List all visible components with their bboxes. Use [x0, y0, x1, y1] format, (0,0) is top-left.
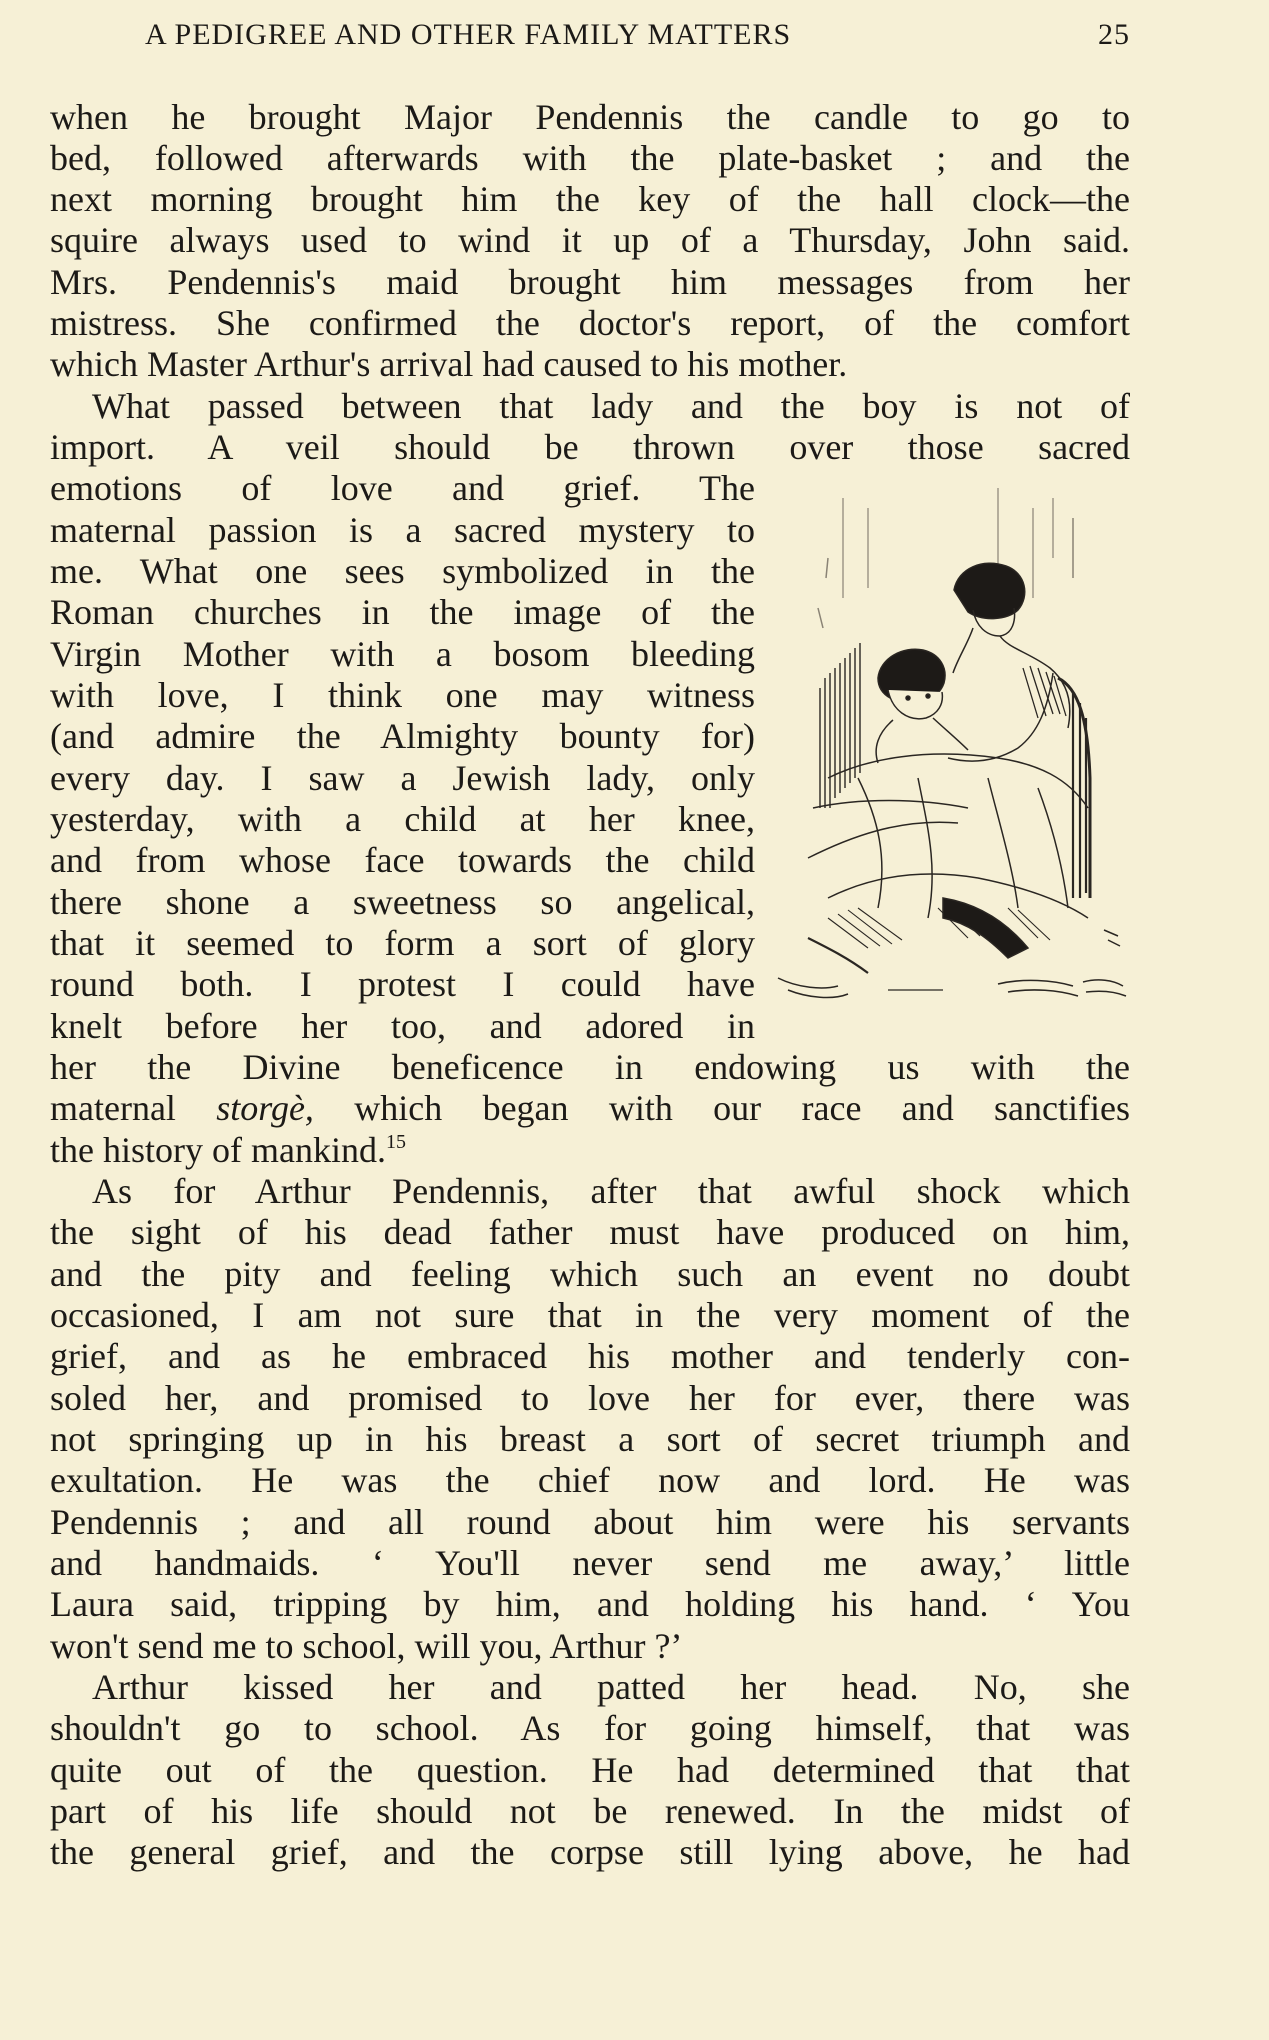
mother-and-child-illustration: [768, 478, 1130, 1014]
text-line: part of his life should not be renewed. In the midst of: [50, 1791, 1130, 1831]
text-line: not springing up in his breast a sort of secret triumph and: [50, 1419, 1130, 1459]
line-text: the history of mankind.: [50, 1130, 386, 1170]
text-line: the general grief, and the corpse still lying above, he had: [50, 1832, 1130, 1872]
line-prefix: maternal: [50, 1088, 176, 1128]
italic-term: storgè,: [216, 1088, 314, 1128]
text-line: that it seemed to form a sort of glory: [50, 923, 755, 963]
text-line: occasioned, I am not sure that in the very moment of the: [50, 1295, 1130, 1335]
text-line: As for Arthur Pendennis, after that awful shock which: [92, 1171, 1130, 1211]
text-line: squire always used to wind it up of a Thursday, John said.: [50, 220, 1130, 260]
text-line: when he brought Major Pendennis the candle to go to: [50, 97, 1130, 137]
text-line: Arthur kissed her and patted her head. No, she: [92, 1667, 1130, 1707]
text-line: and from whose face towards the child: [50, 840, 755, 880]
text-line: there shone a sweetness so angelical,: [50, 882, 755, 922]
text-line: emotions of love and grief. The: [50, 468, 755, 508]
running-header: [145, 18, 1130, 62]
text-line: bed, followed afterwards with the plate-basket ; and the: [50, 138, 1130, 178]
text-line: import. A veil should be thrown over those sacred: [50, 427, 1130, 467]
text-line: (and admire the Almighty bounty for): [50, 716, 755, 756]
text-line: maternal passion is a sacred mystery to: [50, 510, 755, 550]
text-line: exultation. He was the chief now and lord. He was: [50, 1460, 1130, 1500]
text-line: mistress. She confirmed the doctor's report, of the comfort: [50, 303, 1130, 343]
text-line: Pendennis ; and all round about him were his servants: [50, 1502, 1130, 1542]
text-line: which Master Arthur's arrival had caused to his mother.: [50, 344, 848, 384]
text-line: soled her, and promised to love her for ever, there was: [50, 1378, 1130, 1418]
text-line: quite out of the question. He had determined that that: [50, 1750, 1130, 1790]
text-line: [50, 1130, 1130, 1171]
text-line: next morning brought him the key of the hall clock—the: [50, 179, 1130, 219]
text-line: shouldn't go to school. As for going himself, that was: [50, 1708, 1130, 1748]
text-line: Virgin Mother with a bosom bleeding: [50, 634, 755, 674]
text-line: with love, I think one may witness: [50, 675, 755, 715]
text-line: the sight of his dead father must have produced on him,: [50, 1212, 1130, 1252]
text-line: [50, 1088, 1130, 1129]
text-line: won't send me to school, will you, Arthur ?’: [50, 1626, 683, 1666]
text-line: Mrs. Pendennis's maid brought him messages from her: [50, 262, 1130, 302]
line-rest: which began with our race and sanctifies: [354, 1088, 1130, 1128]
running-title: A PEDIGREE AND OTHER FAMILY MATTERS: [145, 18, 792, 51]
page-number: 25: [1098, 18, 1130, 51]
text-line: and handmaids. ‘ You'll never send me away,’ little: [50, 1543, 1130, 1583]
text-line: What passed between that lady and the boy is not of: [92, 386, 1130, 426]
text-line: yesterday, with a child at her knee,: [50, 799, 755, 839]
text-line: Laura said, tripping by him, and holding his hand. ‘ You: [50, 1584, 1130, 1624]
text-line: and the pity and feeling which such an event no doubt: [50, 1254, 1130, 1294]
text-line: me. What one sees symbolized in the: [50, 551, 755, 591]
text-line: Roman churches in the image of the: [50, 592, 755, 632]
text-line: grief, and as he embraced his mother and tenderly con-: [50, 1336, 1130, 1376]
text-line: every day. I saw a Jewish lady, only: [50, 758, 755, 798]
footnote-ref: 15: [385, 1131, 406, 1153]
text-line: her the Divine beneficence in endowing us with the: [50, 1047, 1130, 1087]
text-line: knelt before her too, and adored in: [50, 1006, 755, 1046]
text-line: round both. I protest I could have: [50, 964, 755, 1004]
